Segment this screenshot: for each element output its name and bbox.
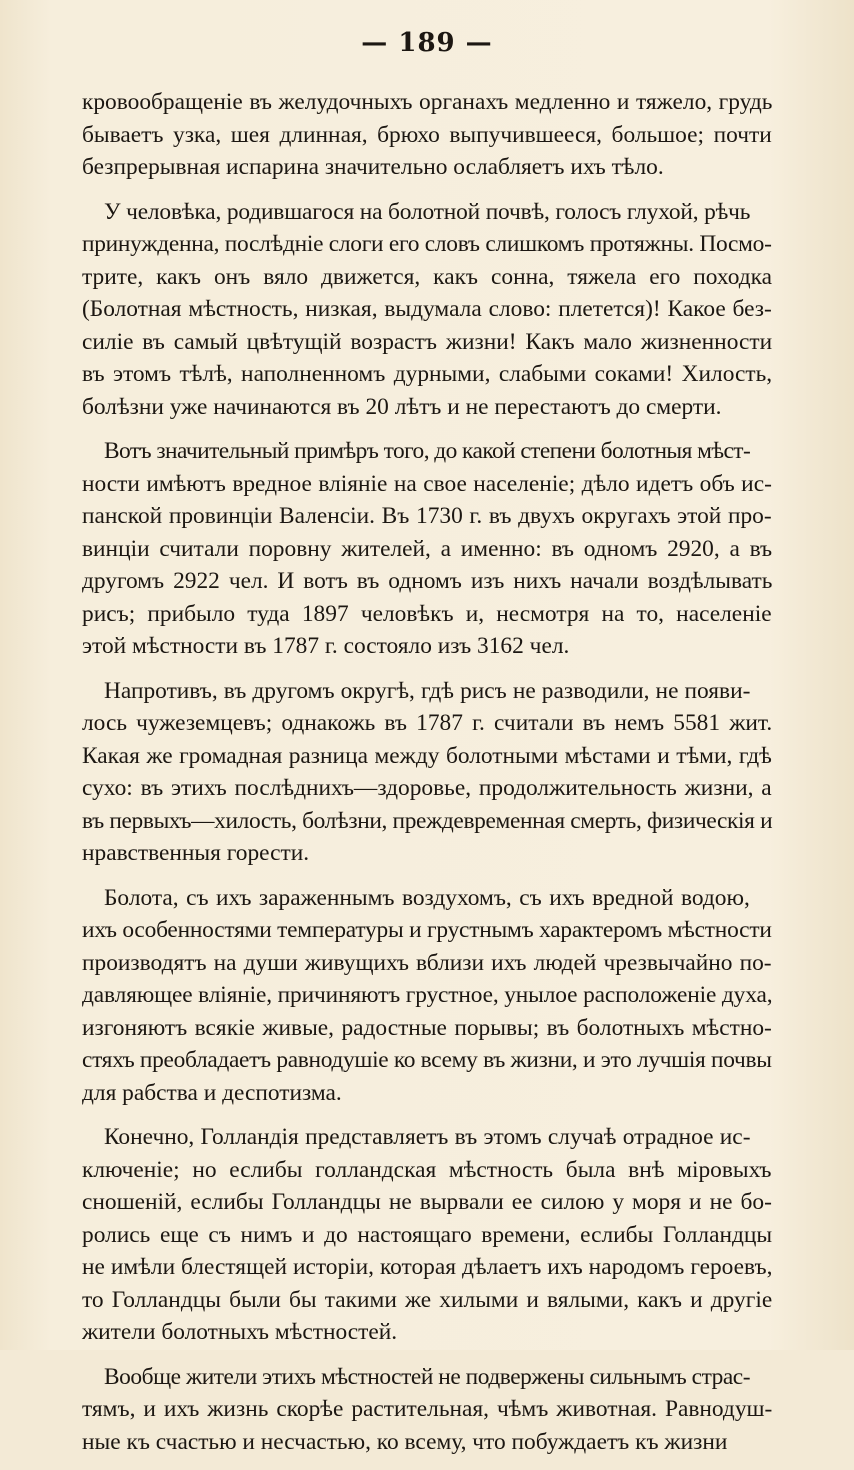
body-text (82, 86, 772, 1470)
page-number: — 189 — (361, 28, 493, 58)
text-line: тямъ, и ихъ жизнь скорѣе растительная, чѣмъ животная. Равнодуш- (82, 1396, 773, 1422)
text-line: лось чужеземцевъ; однакожь въ 1787 г. считали въ немъ 5581 жит. (82, 710, 773, 736)
text-line: принужденна, послѣдніе слоги его словъ слишкомъ протяжны. Посмо- (82, 231, 772, 257)
text-line: не имѣли блестящей исторіи, которая дѣлаетъ ихъ народомъ героевъ, (82, 1254, 773, 1280)
text-line: болѣзни уже начинаются въ 20 лѣтъ и не перестаютъ до смерти. (82, 393, 722, 420)
text-line: трите, какъ онъ вяло движется, какъ сонна, тяжела его походка (82, 263, 773, 290)
paragraph (82, 435, 772, 663)
text-line: сухо: въ этихъ послѣднихъ—здоровье, продолжительность жизни, а (82, 775, 772, 801)
text-line: ролись еще съ нимъ и до настоящаго времени, еслибы Голландцы (82, 1221, 773, 1248)
text-line: силіе въ самый цвѣтущій возрастъ жизни! Какъ мало жизненности (82, 328, 773, 355)
text-line: ихъ особенностями температуры и грустнымъ характеромъ мѣстности (82, 917, 772, 943)
text-line: производятъ на души живущихъ вблизи ихъ людей чрезвычайно по- (82, 949, 772, 976)
text-line: бываетъ узка, шея длинная, брюхо выпучившееся, большое; почти (82, 121, 772, 148)
paragraph (82, 1361, 772, 1459)
text-line: сношеній, еслибы Голландцы не вырвали ее силою у моря и не бо- (82, 1189, 772, 1215)
text-line: другомъ 2922 чел. И вотъ въ одномъ изъ нихъ начали воздѣлывать (82, 568, 773, 594)
text-line: стяхъ преобладаетъ равнодушіе ко всему въ жизни, и это лучшія почвы (82, 1047, 772, 1073)
text-line: У человѣка, родившагося на болотной почвѣ, голосъ глухой, рѣчь (104, 198, 751, 225)
text-line: рисъ; прибыло туда 1897 человѣкъ и, несмотря на то, населеніе (82, 600, 772, 627)
paragraph (82, 1121, 772, 1349)
text-line: (Болотная мѣстность, низкая, выдумала слово: плетется)! Какое без- (82, 296, 772, 322)
text-line: для рабства и деспотизма. (82, 1079, 342, 1106)
text-line: этой мѣстности въ 1787 г. состояло изъ 3162 чел. (82, 633, 570, 659)
text-line: винціи считали поровну жителей, а именно: въ одномъ 2920, а въ (82, 535, 773, 562)
text-line: Конечно, Голландія представляетъ въ этомъ случаѣ отрадное ис- (104, 1124, 751, 1150)
text-line: то Голландцы были бы такими же хилыми и вялыми, какъ и другіе (82, 1286, 773, 1313)
text-line: Вообще жители этихъ мѣстностей не подвержены сильнымъ страс- (104, 1363, 751, 1390)
text-line: ные къ счастью и несчастью, ко всему, что побуждаетъ къ жизни (82, 1428, 728, 1455)
text-line: Вотъ значительный примѣръ того, до какой степени болотныя мѣст- (104, 438, 751, 464)
text-line: кровообращеніе въ желудочныхъ органахъ медленно и тяжело, грудь (82, 89, 773, 115)
text-line: въ первыхъ—хилость, болѣзни, преждевременная смерть, физическія и (82, 807, 773, 834)
text-line: изгоняютъ всякіе живые, радостные порывы; въ болотныхъ мѣстно- (82, 1014, 772, 1041)
text-line: давляющее вліяніе, причиняютъ грустное, унылое расположеніе духа, (82, 982, 773, 1008)
paragraph (82, 196, 772, 424)
text-line: нравственныя горести. (82, 840, 310, 866)
text-line: Напротивъ, въ другомъ округѣ, гдѣ рисъ не разводили, не появи- (104, 677, 751, 704)
text-line: Болота, съ ихъ зараженнымъ воздухомъ, съ ихъ вредной водою, (104, 884, 750, 911)
paragraph (82, 675, 772, 870)
text-line: жители болотныхъ мѣстностей. (82, 1319, 398, 1345)
text-line: Какая же громадная разница между болотными мѣстами и тѣми, гдѣ (82, 742, 772, 769)
text-line: ключеніе; но еслибы голландская мѣстность была внѣ міровыхъ (82, 1156, 772, 1183)
text-line: панской провинціи Валенсіи. Въ 1730 г. въ двухъ округахъ этой про- (82, 503, 772, 529)
text-line: безпрерывная испарина значительно ослабляетъ ихъ тѣло. (82, 154, 664, 180)
paragraph (82, 882, 772, 1110)
text-line: въ этомъ тѣлѣ, наполненномъ дурными, слабыми соками! Хилость, (82, 361, 773, 387)
text-line: ности имѣютъ вредное вліяніе на свое населеніе; дѣло идетъ объ ис- (82, 470, 772, 497)
paragraph (82, 86, 772, 184)
